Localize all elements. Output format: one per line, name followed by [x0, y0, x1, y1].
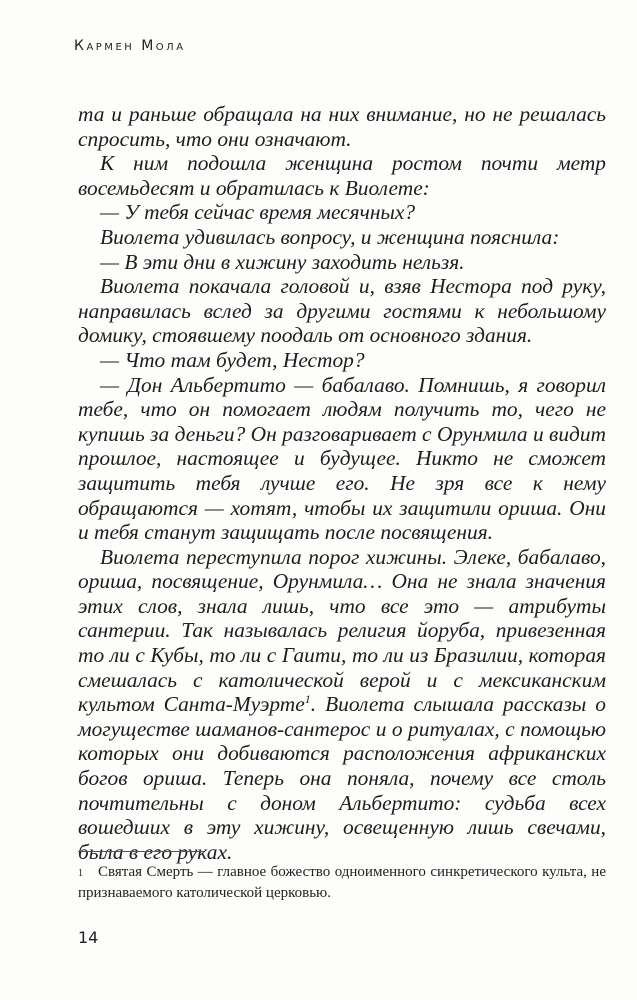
footnote-number: 1	[78, 868, 83, 879]
footnote-divider	[78, 851, 204, 852]
paragraph-dialogue: — Что там будет, Нестор?	[100, 347, 365, 372]
paragraph: Виолета покачала головой и, взяв Нестора под руку, направилась вслед за другими гостями к небольшому домику, стоявшему поодаль от основного здания.	[78, 274, 606, 348]
paragraph-dialogue: — У тебя сейчас время месячных?	[100, 200, 416, 225]
page-number: 14	[78, 928, 99, 947]
footnote-reference[interactable]: 1	[304, 692, 311, 707]
paragraph-with-footnote	[78, 545, 606, 865]
footnote-text: Святая Смерть — главное божество одноименного синкретического культа, не признаваемого католической церковью.	[78, 864, 606, 901]
paragraph: та и раньше обращала на них внимание, но не решалась спросить, что они означают.	[78, 102, 606, 151]
paragraph-dialogue: — Дон Альбертито — бабалаво. Помнишь, я говорил тебе, что он помогает людям получить то, чего не купишь за деньги? Он разговаривает с Орунмила и видит прошлое, настоящее и будущее. Никто не сможет защитить тебя лучше его. Не зря все к нему обращаются — хотят, чтобы их защитили ориша. Они и тебя станут защищать после посвящения.	[78, 372, 606, 545]
paragraph-text-after-note: . Виолета слышала рассказы о могуществе шаманов-сантерос и о ритуалах, с помощью которых они добиваются расположения африканских богов ориша. Теперь она поняла, почему все столь почтительны с доном Альбертито: судьба всех вошедших в эту хижину, освещенную лишь свечами, была в его руках.	[78, 692, 606, 864]
paragraph: К ним подошла женщина ростом почти метр восемьдесят и обратилась к Виолете:	[78, 151, 606, 200]
paragraph: Виолета удивилась вопросу, и женщина пояснила:	[100, 224, 560, 249]
footnote	[78, 862, 606, 904]
main-text	[78, 102, 606, 864]
paragraph-dialogue: — В эти дни в хижину заходить нельзя.	[100, 249, 465, 274]
paragraph-text-before-note: Виолета переступила порог хижины. Элеке, бабалаво, ориша, посвящение, Орунмила… Она не знала значения этих слов, знала лишь, что все это — атрибуты сантерии. Так называлась религия йоруба, привезенная то ли с Кубы, то ли с Гаити, то ли из Бразилии, которая смешалась с католической верой и с мексиканским культом Санта-Муэрте	[78, 544, 606, 717]
running-head-author: Кармен Мола	[74, 38, 186, 54]
